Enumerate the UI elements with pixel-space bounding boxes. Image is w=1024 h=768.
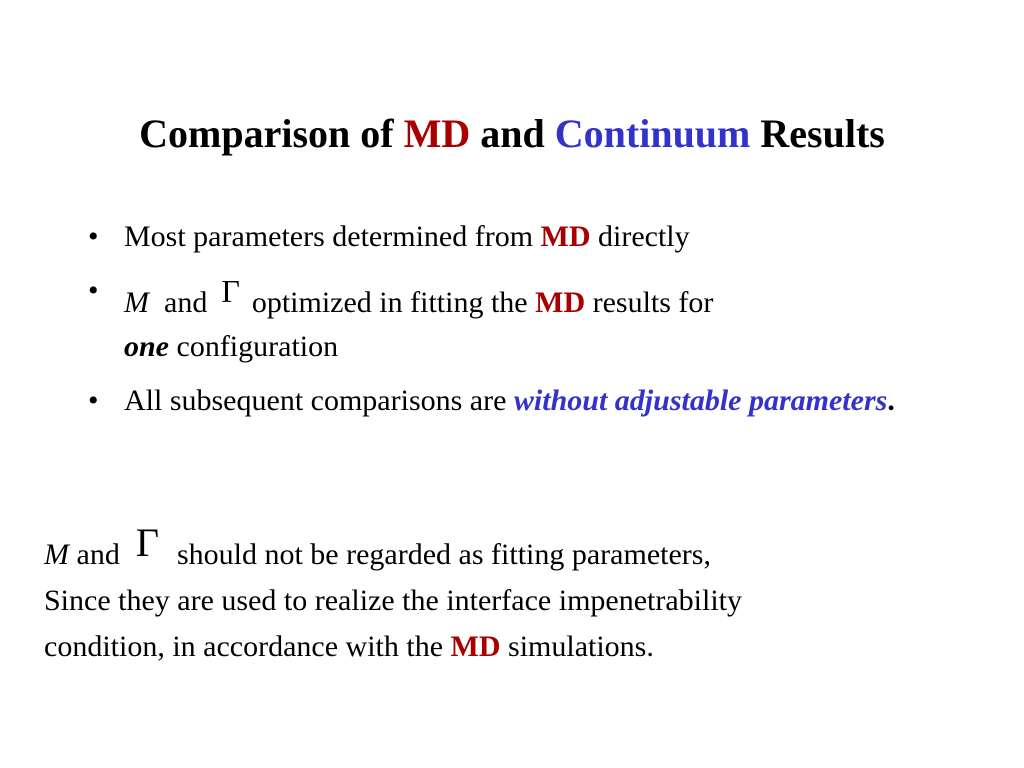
- bullet-list: [88, 215, 968, 433]
- note-md: MD: [450, 630, 501, 663]
- bullet-2-and: and: [164, 286, 208, 319]
- bullet-3-period: .: [887, 384, 895, 417]
- bullet-2-one: one: [124, 330, 169, 363]
- bullet-3-text-a: All subsequent comparisons are: [124, 384, 514, 417]
- note-and: and: [69, 538, 120, 571]
- gamma-symbol: Γ: [221, 273, 240, 309]
- note-line-1: should not be regarded as fitting parameters,: [176, 538, 711, 571]
- note-m-symbol: M: [44, 538, 69, 571]
- bullet-1-text-a: Most parameters determined from: [124, 220, 541, 253]
- bullet-marker: •: [88, 274, 99, 307]
- note-paragraph: [44, 520, 994, 670]
- bullet-2-m-symbol: M: [124, 286, 149, 319]
- bullet-1-md: MD: [540, 220, 591, 253]
- bullet-3-emphasis: without adjustable parameters: [513, 384, 888, 417]
- bullet-item-3: [88, 379, 968, 423]
- title-mid: and: [480, 111, 545, 156]
- bullet-1-text-b: directly: [590, 220, 690, 253]
- note-line-3: condition, in accordance with the: [44, 630, 451, 663]
- slide-title: [0, 108, 1024, 160]
- bullet-marker: •: [88, 384, 99, 417]
- bullet-item-1: [88, 215, 968, 259]
- title-md: MD: [403, 111, 471, 156]
- note-gamma-symbol: Γ: [135, 520, 159, 565]
- note-line-2: Since they are used to realize the interface impenetrability: [44, 584, 743, 617]
- bullet-2-md: MD: [535, 286, 586, 319]
- title-suffix: Results: [760, 111, 885, 156]
- bullet-item-2: [88, 269, 968, 369]
- bullet-2-text-a: optimized in fitting the: [251, 286, 536, 319]
- note-line-3-end: simulations.: [500, 630, 654, 663]
- bullet-2-text-c: configuration: [169, 330, 339, 363]
- title-continuum: Continuum: [554, 111, 751, 156]
- title-prefix: Comparison of: [139, 111, 394, 156]
- bullet-marker: •: [88, 220, 99, 253]
- bullet-2-text-b: results for: [585, 286, 714, 319]
